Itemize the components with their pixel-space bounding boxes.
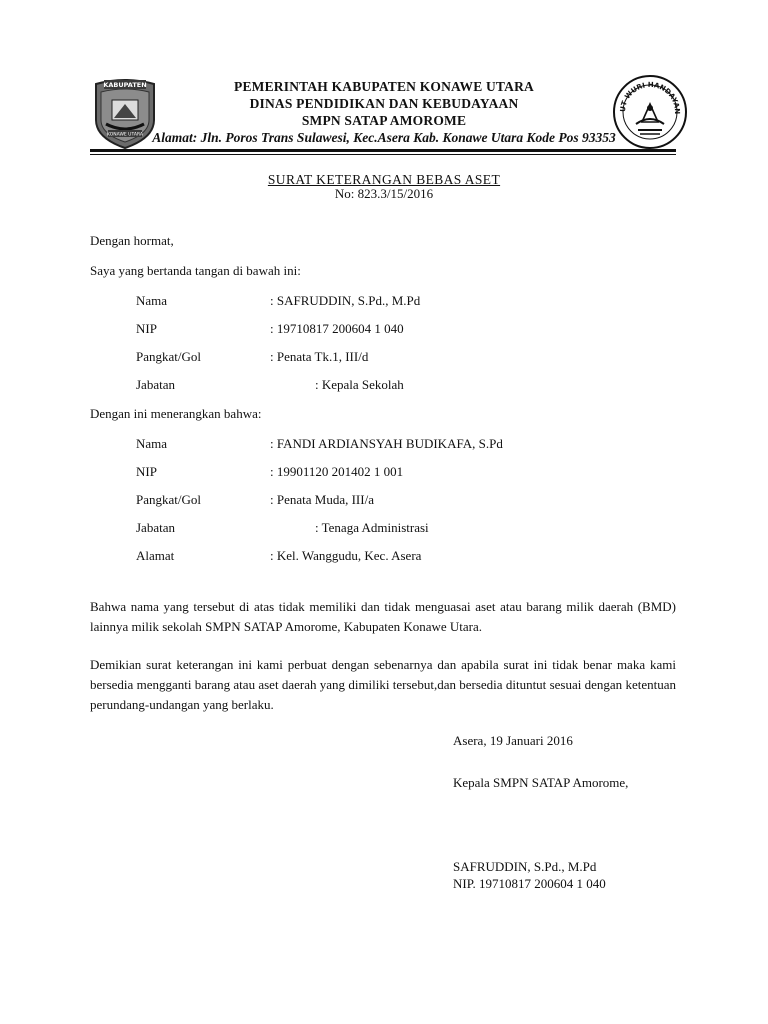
svg-text:KONAWE UTARA: KONAWE UTARA <box>107 132 143 138</box>
subject-rank-label: Pangkat/Gol <box>136 492 201 507</box>
letterhead-department-line: DINAS PENDIDIKAN DAN KEBUDAYAAN <box>249 96 519 111</box>
signer-name-value: : SAFRUDDIN, S.Pd., M.Pd <box>270 293 421 308</box>
subject-name-label: Nama <box>136 436 168 451</box>
signer-position-label: Jabatan <box>136 377 175 392</box>
subject-rank-value: : Penata Muda, III/a <box>270 492 374 507</box>
signer-name: SAFRUDDIN, S.Pd., M.Pd <box>453 859 597 874</box>
closing-paragraph: Demikian surat keterangan ini kami perbuat dengan sebenarnya dan apabila surat ini tidak benar maka kami bersedia mengganti barang atau aset daerah yang dimiliki tersebut,dan bersedia dituntut sesuai dengan ketentuan perundang-undangan yang berlaku. <box>90 657 676 712</box>
subject-name-value: : FANDI ARDIANSYAH BUDIKAFA, S.Pd <box>270 436 503 451</box>
subject-address-value: : Kel. Wanggudu, Kec. Asera <box>270 548 422 563</box>
document-number: No: 823.3/15/2016 <box>334 186 434 201</box>
statement-paragraph: Bahwa nama yang tersebut di atas tidak memiliki dan tidak menguasai aset atau barang milik daerah (BMD) lainnya milik sekolah SMPN SATAP Amorome, Kabupaten Konawe Utara. <box>90 599 676 634</box>
subject-position-value: : Tenaga Administrasi <box>315 520 429 535</box>
letterhead-divider-thin <box>90 154 676 155</box>
letterhead-divider-thick <box>90 149 676 152</box>
greeting: Dengan hormat, <box>90 233 174 248</box>
intro-text: Saya yang bertanda tangan di bawah ini: <box>90 263 301 278</box>
signer-nip-label: NIP <box>136 321 157 336</box>
svg-text:KABUPATEN: KABUPATEN <box>103 81 147 89</box>
subject-nip-label: NIP <box>136 464 157 479</box>
letterhead-government-line: PEMERINTAH KABUPATEN KONAWE UTARA <box>234 79 534 94</box>
letterhead-school-line: SMPN SATAP AMOROME <box>301 113 467 128</box>
signer-position-value: : Kepala Sekolah <box>315 377 404 392</box>
signer-rank-value: : Penata Tk.1, III/d <box>270 349 369 364</box>
statement-intro: Dengan ini menerangkan bahwa: <box>90 406 262 421</box>
subject-nip-value: : 19901120 201402 1 001 <box>270 464 404 479</box>
subject-address-label: Alamat <box>136 548 175 563</box>
signer-nip-value: : 19710817 200604 1 040 <box>270 321 404 336</box>
signer-position-title: Kepala SMPN SATAP Amorome, <box>453 775 629 790</box>
subject-position-label: Jabatan <box>136 520 175 535</box>
signer-nip: NIP. 19710817 200604 1 040 <box>453 876 606 891</box>
document-title: SURAT KETERANGAN BEBAS ASET <box>267 172 501 187</box>
letterhead-address: Alamat: Jln. Poros Trans Sulawesi, Kec.Asera Kab. Konawe Utara Kode Pos 93353 <box>152 130 616 145</box>
svg-text:TUT WURI HANDAYANI: UT WURI HANDAYAN <box>618 80 682 115</box>
place-date: Asera, 19 Januari 2016 <box>453 733 573 748</box>
signer-name-label: Nama <box>136 293 168 308</box>
signer-rank-label: Pangkat/Gol <box>136 349 201 364</box>
